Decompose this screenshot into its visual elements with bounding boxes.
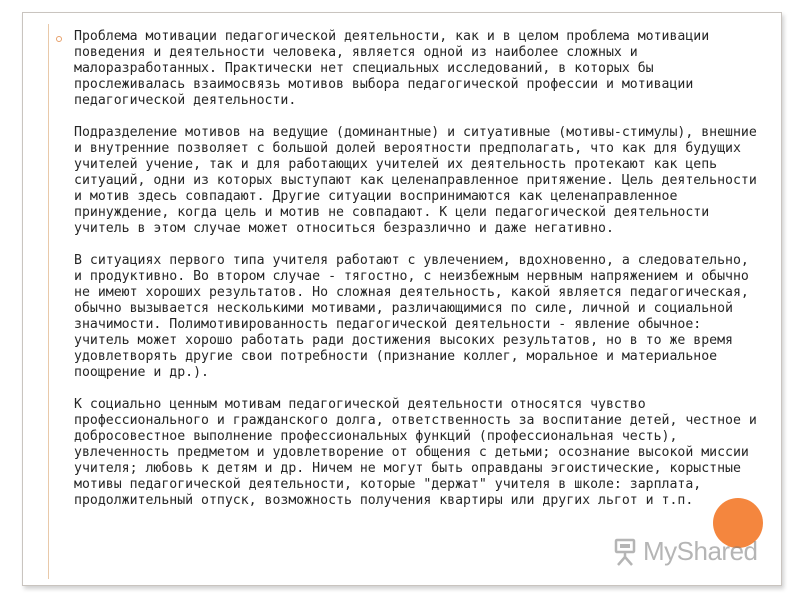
paragraph-4: К социально ценным мотивам педагогической деятельности относятся чувство профессионального и гражданского долга, ответственность за воспитание детей, честное и добросовестное выполнение профессиональных функций (профессиональная честь), увлеченность предметом и удовлетворение от общения с детьми; осознание высокой миссии учителя; любовь к детям и др. Ничем не могут быть оправданы эгоистические, корыстные мотивы педагогической деятельности, которые "держат" учителя в школе: зарплата, продолжительный отпуск, возможность получения квартиры или других льгот и т.п. xyxy=(74,397,757,508)
slide-text xyxy=(74,29,764,509)
bullet-dot-icon xyxy=(56,36,62,42)
accent-line xyxy=(48,24,49,579)
watermark-text: MyShared xyxy=(643,536,758,566)
paragraph-1: Проблема мотивации педагогической деятельности, как и в целом проблема мотивации поведения и деятельности человека, является одной из наиболее сложных и малоразработанных. Практически нет специальных исследований, в которых бы прослеживалась взаимосвязь мотивов выбора педагогической профессии и мотивации педагогической деятельности. xyxy=(74,29,710,108)
myshared-logo-icon xyxy=(610,537,640,567)
paragraph-2: Подразделение мотивов на ведущие (доминантные) и ситуативные (мотивы-стимулы), внешние и внутренние позволяет с большой долей вероятности предполагать, что как для будущих учителей учение, так и для работающих учителей их деятельность протекают как цепь ситуаций, одни из которых выступают как целенаправленное притяжение. Цель деятельности и мотив здесь совпадают. Другие ситуации воспринимаются как целенаправленное принуждение, когда цель и мотив не совпадают. К цели педагогической деятельности учитель в этом случае может относиться безразлично и даже негативно. xyxy=(74,125,757,236)
watermark xyxy=(610,536,758,567)
paragraph-3: В ситуациях первого типа учителя работают с увлечением, вдохновенно, а следовательно, и продуктивно. Во втором случае - тягостно, с неизбежным нервным напряжением и обычно не имеют хороших результатов. Но сложная деятельность, какой является педагогическая, обычно вызывается несколькими мотивами, различающимися по силе, личной и социальной значимости. Полимотивированность педагогической деятельности - явление обычное: учитель может хорошо работать ради достижения высоких результатов, но в то же время удовлетворять другие свои потребности (признание коллег, моральное и материальное поощрение и др.). xyxy=(74,253,749,380)
